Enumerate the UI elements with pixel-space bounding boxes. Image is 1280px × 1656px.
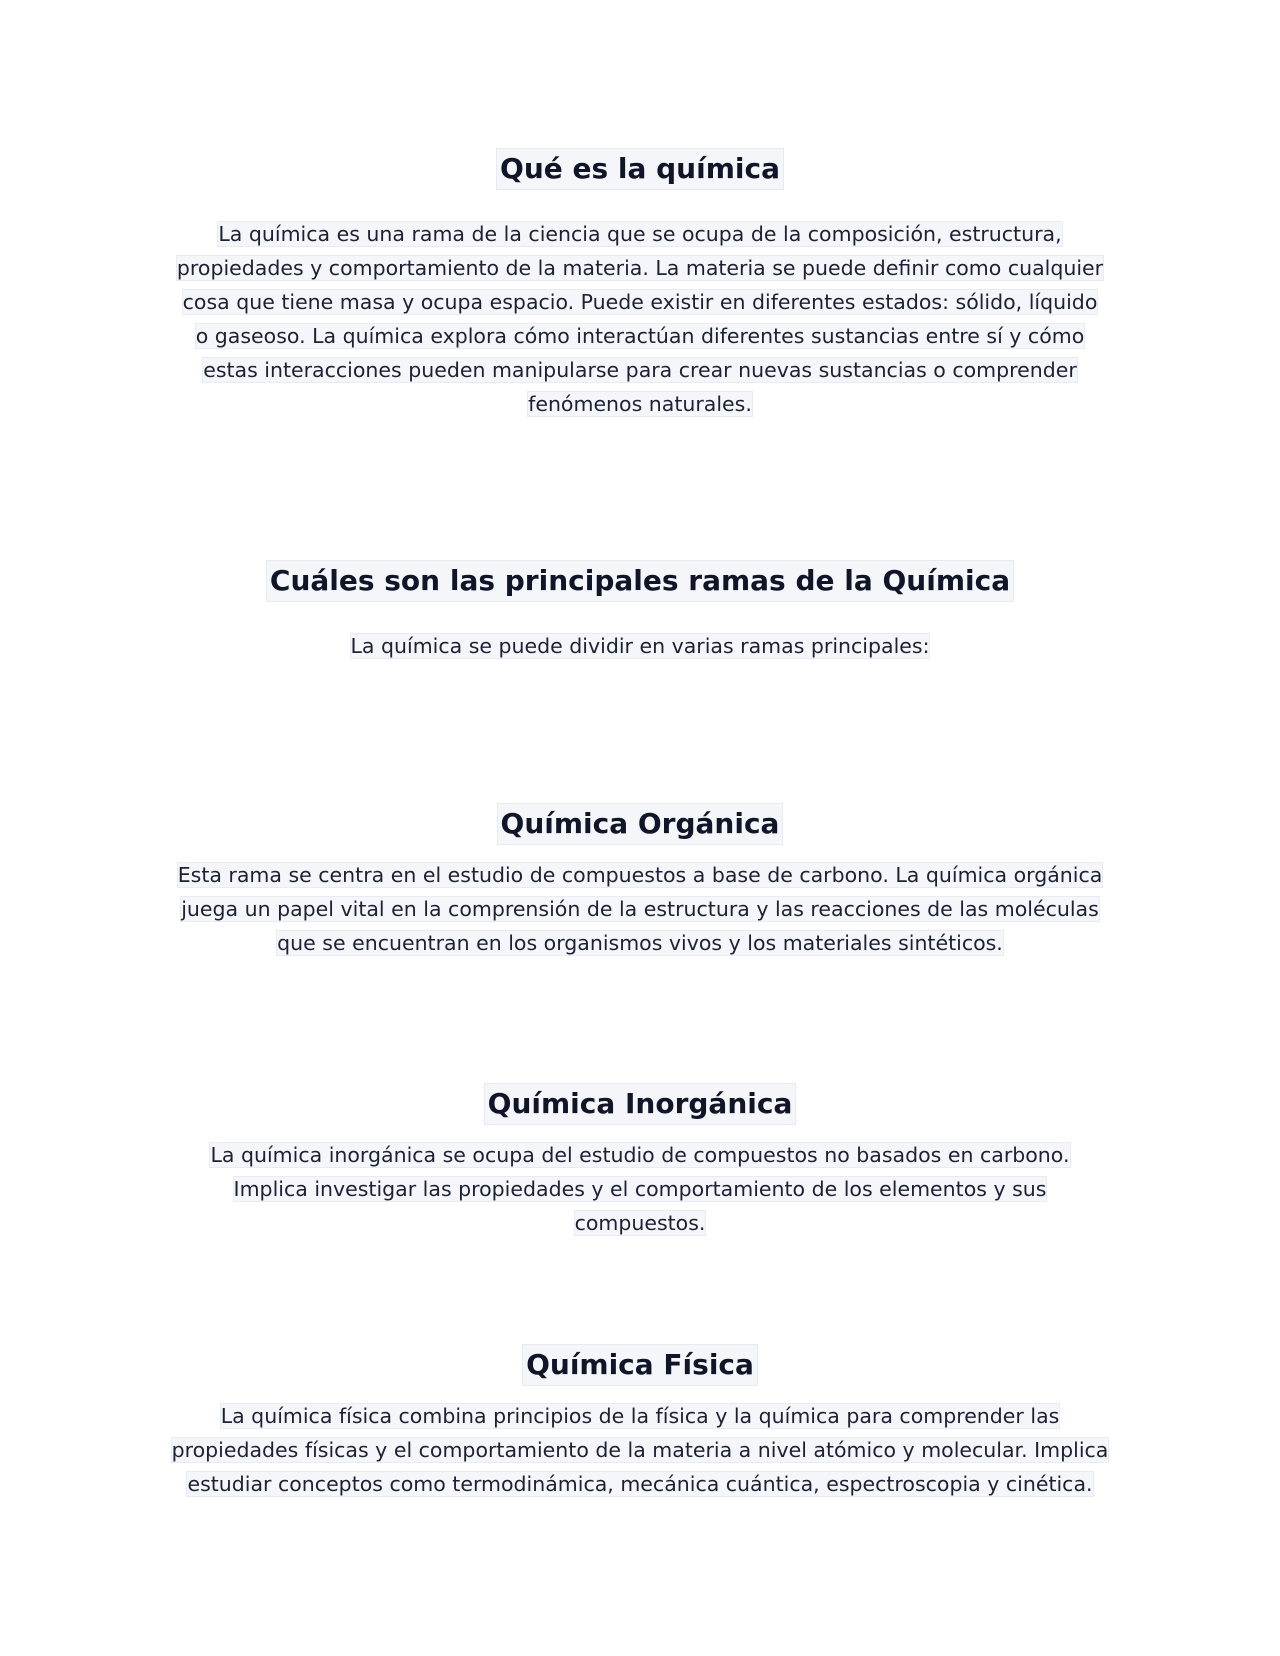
section-paragraph: [170, 1399, 1110, 1501]
section-heading: Cuáles son las principales ramas de la Química: [267, 561, 1013, 601]
section-heading: Química Inorgánica: [485, 1084, 796, 1124]
section-paragraph: [175, 858, 1105, 960]
section-paragraph: [175, 629, 1105, 663]
section-heading: Química Física: [523, 1345, 757, 1385]
section-inorganic-chemistry: [0, 1084, 1280, 1240]
paragraph-text: La química es una rama de la ciencia que se ocupa de la composición, estructura, propiedades y comportamiento de la materia. La materia se puede definir como cualquier cosa que tiene masa y ocupa espacio. Puede existir en diferentes estados: sólido, líquido o gaseoso. La química explora cómo interactúan diferentes sustancias entre sí y cómo estas interacciones pueden manipularse para crear nuevas sustancias o comprender fenómenos naturales.: [176, 222, 1104, 416]
section-heading: Qué es la química: [497, 149, 783, 189]
section-what-is-chemistry: [0, 149, 1280, 421]
paragraph-text: La química se puede dividir en varias ramas principales:: [350, 634, 930, 658]
section-heading: Química Orgánica: [498, 804, 783, 844]
paragraph-text: La química física combina principios de la física y la química para comprender las propiedades físicas y el comportamiento de la materia a nivel atómico y molecular. Implica estudiar conceptos como termodinámica, mecánica cuántica, espectroscopia y cinética.: [171, 1404, 1109, 1496]
paragraph-text: La química inorgánica se ocupa del estudio de compuestos no basados en carbono. Implica investigar las propiedades y el comportamiento de los elementos y sus compuestos.: [210, 1143, 1070, 1235]
section-physical-chemistry: [0, 1345, 1280, 1501]
section-organic-chemistry: [0, 804, 1280, 960]
section-main-branches: [0, 561, 1280, 663]
paragraph-text: Esta rama se centra en el estudio de compuestos a base de carbono. La química orgánica juega un papel vital en la comprensión de la estructura y las reacciones de las moléculas que se encuentran en los organismos vivos y los materiales sintéticos.: [177, 863, 1103, 955]
section-paragraph: [175, 217, 1105, 421]
section-paragraph: [180, 1138, 1100, 1240]
